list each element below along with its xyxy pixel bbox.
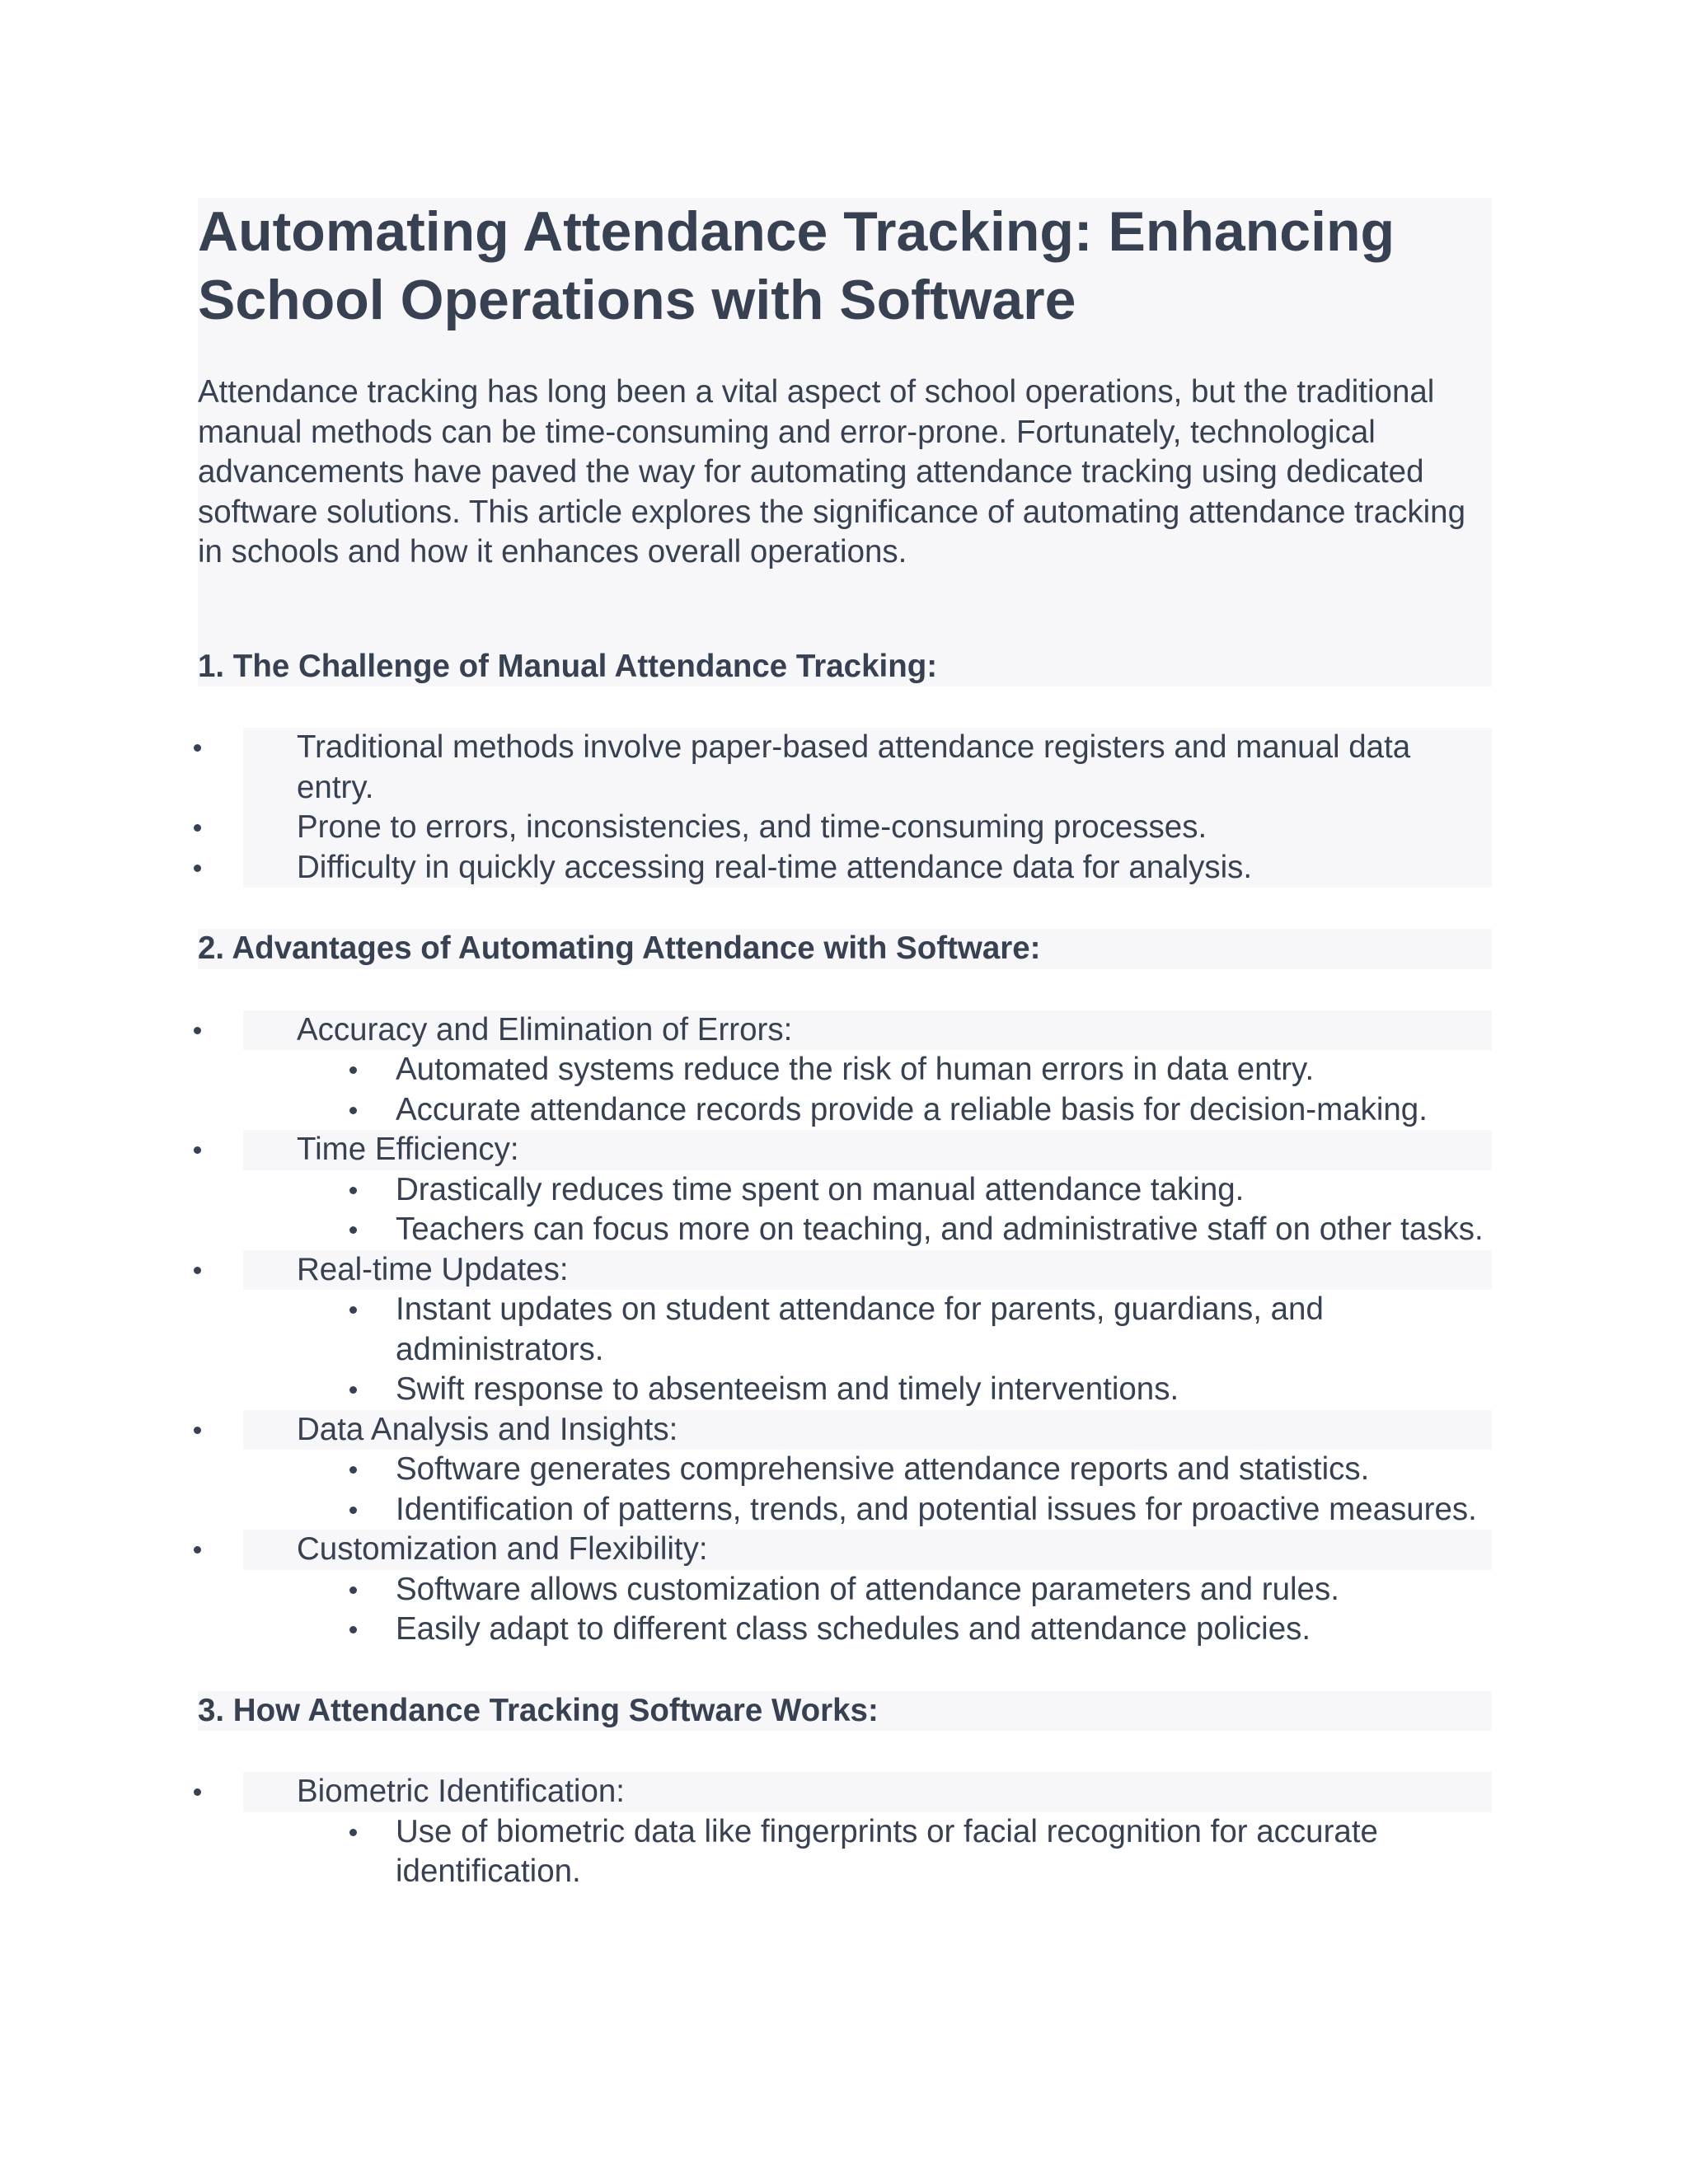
bullet-icon	[349, 1586, 357, 1594]
list-item	[243, 1250, 1492, 1410]
bullet-icon	[349, 1066, 357, 1074]
advantages-list	[198, 1010, 1492, 1650]
sub-list-item: Software allows customization of attendance parameters and rules.	[396, 1570, 1492, 1610]
list-item	[243, 1772, 1492, 1892]
sub-list-item: Easily adapt to different class schedules and attendance policies.	[396, 1610, 1492, 1650]
bullet-icon	[194, 824, 201, 832]
sub-list-item: Drastically reduces time spent on manual attendance taking.	[396, 1170, 1492, 1211]
bullet-icon	[194, 1027, 201, 1034]
list-item: Traditional methods involve paper-based attendance registers and manual data entry.	[243, 728, 1492, 808]
bullet-icon	[349, 1626, 357, 1633]
sub-list-item: Automated systems reduce the risk of human errors in data entry.	[396, 1050, 1492, 1090]
challenge-list	[243, 728, 1492, 888]
bullet-icon	[194, 744, 201, 752]
section-heading-3: 3. How Attendance Tracking Software Works:	[198, 1691, 1492, 1732]
section-heading-2: 2. Advantages of Automating Attendance with Software:	[198, 929, 1492, 969]
sub-list-item: Software generates comprehensive attendance reports and statistics.	[396, 1450, 1492, 1490]
group-label: Data Analysis and Insights:	[297, 1411, 678, 1447]
title-intro-block	[198, 198, 1492, 687]
intro-paragraph: Attendance tracking has long been a vital aspect of school operations, but the traditional manual methods can be time-consuming and error-prone. Fortunately, technological advancements have paved the way for automating attendance tracking using dedicated software solutions. This article explores the significance of automating attendance tracking in schools and how it enhances overall operations.	[198, 374, 1465, 569]
how-it-works-list	[198, 1772, 1492, 1892]
bullet-icon	[349, 1829, 357, 1836]
group-label: Accuracy and Elimination of Errors:	[297, 1011, 793, 1047]
sub-list-item: Identification of patterns, trends, and potential issues for proactive measures.	[396, 1490, 1492, 1530]
bullet-icon	[194, 1788, 201, 1796]
section-3-list	[198, 1772, 1492, 1892]
bullet-icon	[349, 1386, 357, 1394]
page-title: Automating Attendance Tracking: Enhancing School Operations with Software	[198, 200, 1395, 331]
section-1-list	[198, 728, 1492, 888]
group-label: Customization and Flexibility:	[297, 1531, 708, 1567]
list-item: Prone to errors, inconsistencies, and time-consuming processes.	[243, 808, 1492, 848]
bullet-icon	[349, 1187, 357, 1194]
list-item	[243, 1010, 1492, 1131]
list-item	[243, 1130, 1492, 1250]
sub-list-item: Use of biometric data like fingerprints or facial recognition for accurate identification.	[396, 1812, 1492, 1892]
bullet-icon	[194, 1267, 201, 1274]
bullet-icon	[194, 1546, 201, 1554]
bullet-icon	[349, 1466, 357, 1474]
bullet-icon	[194, 865, 201, 872]
list-item	[243, 1410, 1492, 1530]
bullet-icon	[349, 1507, 357, 1514]
bullet-icon	[349, 1306, 357, 1314]
list-item: Difficulty in quickly accessing real-time attendance data for analysis.	[243, 848, 1492, 888]
section-heading-1: 1. The Challenge of Manual Attendance Tracking:	[198, 648, 938, 684]
section-2-list	[198, 1010, 1492, 1650]
sub-list-item: Swift response to absenteeism and timely interventions.	[396, 1370, 1492, 1410]
sub-list-item: Accurate attendance records provide a reliable basis for decision-making.	[396, 1090, 1492, 1131]
sub-list-item: Teachers can focus more on teaching, and administrative staff on other tasks.	[396, 1210, 1492, 1250]
group-label: Real-time Updates:	[297, 1251, 569, 1287]
group-label: Time Efficiency:	[297, 1132, 519, 1167]
bullet-icon	[349, 1107, 357, 1114]
bullet-icon	[349, 1226, 357, 1234]
list-item	[243, 1530, 1492, 1650]
bullet-icon	[194, 1427, 201, 1434]
bullet-icon	[194, 1146, 201, 1154]
sub-list-item: Instant updates on student attendance for parents, guardians, and administrators.	[396, 1290, 1492, 1370]
document-page	[198, 198, 1492, 1933]
group-label: Biometric Identification:	[297, 1774, 626, 1809]
